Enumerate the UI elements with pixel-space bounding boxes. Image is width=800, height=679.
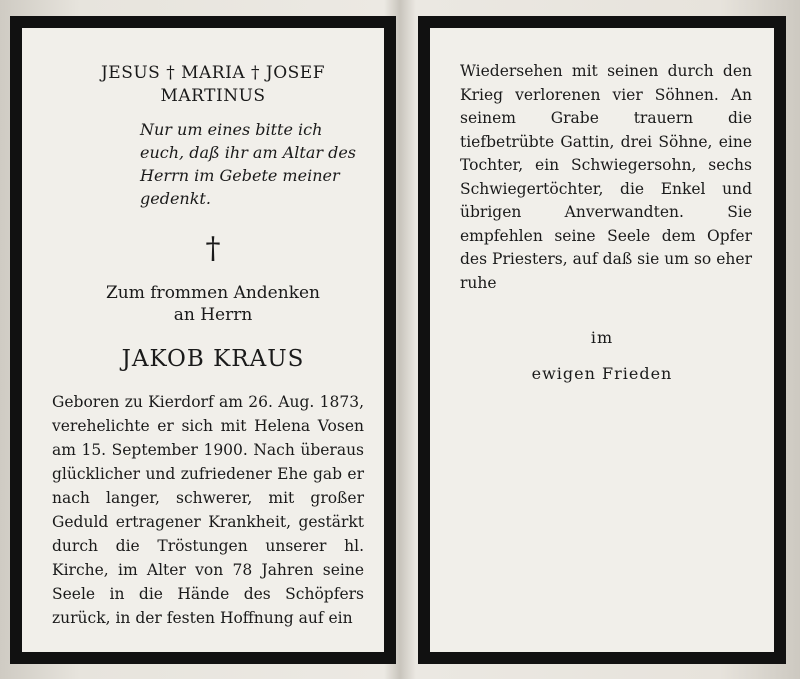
- cross-icon: †: [205, 231, 221, 266]
- prayer-quote: Nur um eines bitte ich euch, daß ihr am Altar des Herrn im Gebete meiner gedenkt.: [140, 120, 357, 208]
- invocation-line-2: MARTINUS: [160, 86, 266, 106]
- right-panel-border: [418, 16, 786, 664]
- biography-text: Geboren zu Kierdorf am 26. Aug. 1873, verehelichte er sich mit Helena Vosen am 15. September 1900. Nach überaus glücklicher und zufriedener Ehe gab er nach langer, schwerer, mit großer Geduld ertragener Krankheit, gestärkt durch die Tröstungen unserer hl. Kirche, im Alter von 78 Jahren seine Seele in die Hände des Schöpfers zurück, in der festen Hoffnung auf ein: [52, 393, 364, 627]
- invocation-line-1: JESUS † MARIA † JOSEF: [100, 63, 326, 83]
- left-panel: [22, 28, 384, 652]
- deceased-name: JAKOB KRAUS: [121, 346, 305, 372]
- right-panel: [430, 28, 774, 652]
- continuation-text: Wiedersehen mit seinen durch den Krieg verlorenen vier Söhnen. An seinem Grabe trauern die tiefbetrübte Gattin, drei Söhne, eine Tochter, ein Schwiegersohn, sechs Schwiegertöchter, die Enkel und übrigen Anverwandten. Sie empfehlen seine Seele dem Opfer des Priesters, auf daß sie um so eher ruhe: [460, 62, 752, 292]
- closing-line-2: ewigen Frieden: [531, 364, 673, 383]
- left-panel-border: [10, 16, 396, 664]
- memorial-line-2: an Herrn: [173, 305, 253, 325]
- closing-line-1: im: [590, 328, 614, 347]
- memorial-line-1: Zum frommen Andenken: [105, 283, 321, 303]
